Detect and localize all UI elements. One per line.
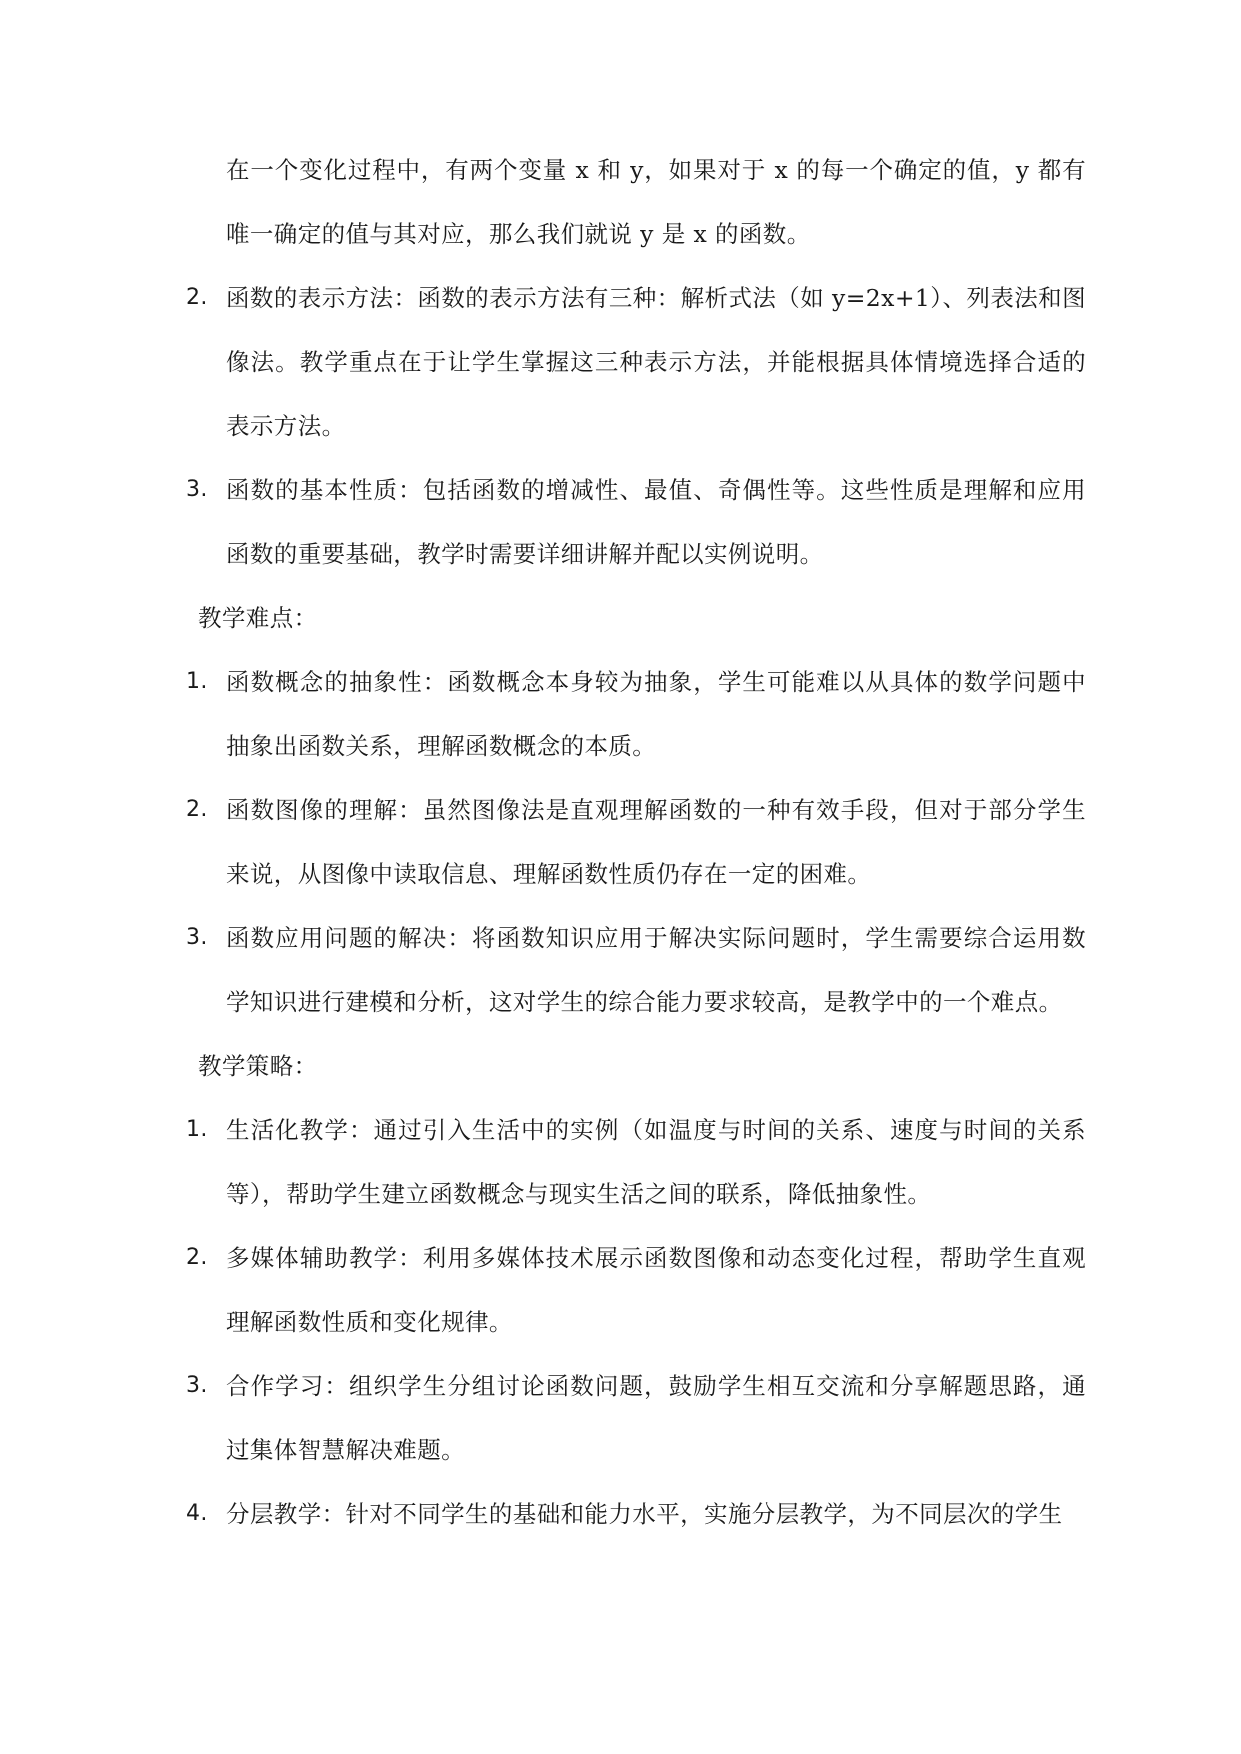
list-number: 4. bbox=[186, 1501, 208, 1526]
key-point-item bbox=[186, 458, 1086, 586]
section-heading-strategies: 教学策略： bbox=[198, 1052, 318, 1080]
list-text: 函数应用问题的解决：将函数知识应用于解决实际问题时，学生需要综合运用数学知识进行建模和分析，这对学生的综合能力要求较高，是教学中的一个难点。 bbox=[226, 924, 1086, 1016]
list-number: 3. bbox=[186, 477, 208, 502]
difficulty-item bbox=[186, 906, 1086, 1034]
strategy-item bbox=[186, 1354, 1086, 1482]
list-text: 函数概念的抽象性：函数概念本身较为抽象，学生可能难以从具体的数学问题中抽象出函数关系，理解函数概念的本质。 bbox=[226, 668, 1086, 760]
list-text: 函数的基本性质：包括函数的增减性、最值、奇偶性等。这些性质是理解和应用函数的重要基础，教学时需要详细讲解并配以实例说明。 bbox=[226, 476, 1086, 568]
list-number: 1. bbox=[186, 669, 208, 694]
list-number: 2. bbox=[186, 285, 208, 310]
strategy-item bbox=[186, 1098, 1086, 1226]
intro-text: 在一个变化过程中，有两个变量 x 和 y，如果对于 x 的每一个确定的值，y 都有唯一确定的值与其对应，那么我们就说 y 是 x 的函数。 bbox=[226, 156, 1086, 248]
list-number: 1. bbox=[186, 1117, 208, 1142]
list-number: 3. bbox=[186, 1373, 208, 1398]
list-text: 分层教学：针对不同学生的基础和能力水平，实施分层教学，为不同层次的学生 bbox=[226, 1500, 1063, 1528]
document-body bbox=[186, 138, 1086, 1546]
difficulty-item bbox=[186, 650, 1086, 778]
list-text: 函数的表示方法：函数的表示方法有三种：解析式法（如 y=2x+1）、列表法和图像法。教学重点在于让学生掌握这三种表示方法，并能根据具体情境选择合适的表示方法。 bbox=[226, 284, 1086, 440]
section-heading-difficulties: 教学难点： bbox=[198, 604, 318, 632]
key-point-item bbox=[186, 266, 1086, 458]
list-number: 2. bbox=[186, 797, 208, 822]
list-text: 生活化教学：通过引入生活中的实例（如温度与时间的关系、速度与时间的关系等），帮助学生建立函数概念与现实生活之间的联系，降低抽象性。 bbox=[226, 1116, 1086, 1208]
strategy-item bbox=[186, 1226, 1086, 1354]
difficulty-item bbox=[186, 778, 1086, 906]
list-text: 合作学习：组织学生分组讨论函数问题，鼓励学生相互交流和分享解题思路，通过集体智慧解决难题。 bbox=[226, 1372, 1086, 1464]
list-number: 2. bbox=[186, 1245, 208, 1270]
intro-paragraph bbox=[186, 138, 1086, 266]
list-text: 函数图像的理解：虽然图像法是直观理解函数的一种有效手段，但对于部分学生来说，从图像中读取信息、理解函数性质仍存在一定的困难。 bbox=[226, 796, 1086, 888]
list-number: 3. bbox=[186, 925, 208, 950]
list-text: 多媒体辅助教学：利用多媒体技术展示函数图像和动态变化过程，帮助学生直观理解函数性质和变化规律。 bbox=[226, 1244, 1086, 1336]
strategy-item bbox=[186, 1482, 1086, 1546]
